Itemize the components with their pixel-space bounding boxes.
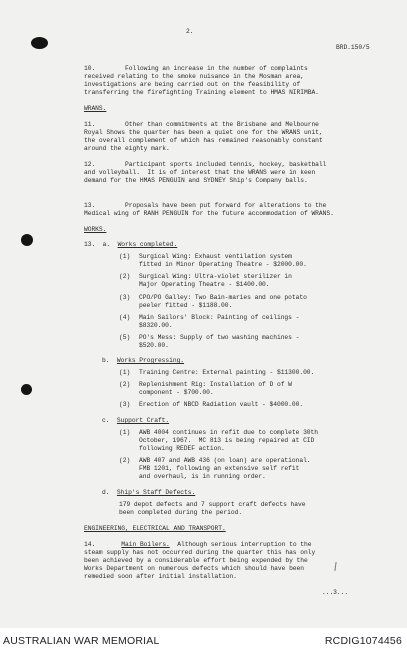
text-line: 12. Participant sports included tennis, hockey, basketball [84,161,327,168]
text-line: Works Department on numerous defects which should have been [84,565,304,572]
item-number: (5) [119,334,131,341]
item-number: (2) [119,273,131,280]
text-line: been achieved by a considerable effort being expended by the [84,557,308,564]
page-number: 2. [186,28,194,35]
item-number: (1) [119,253,131,260]
section-d-heading [102,489,195,496]
item-text: $8320.00. [139,322,173,329]
item-text: $520.00. [139,342,169,349]
para-14-title: Main Boilers. [121,541,170,548]
item-text: following REDEF action. [139,445,225,452]
punch-hole-top [31,37,48,49]
text-line: demand for the HMAS PENGUIN and SYDNEY Ship's Company balls. [84,177,308,184]
item-number: (1) [119,429,131,436]
item-text: Surgical Wing: Exhaust ventilation system [139,253,292,260]
item-text: AWB 407 and AWB 436 (on loan) are operational. [139,457,311,464]
punch-hole-middle [21,234,33,246]
item-text: Replenishment Rig: Installation of D of W [139,381,292,388]
text-line: been completed during the period. [119,509,243,516]
item-text: peeler fitted - $1188.00. [139,302,233,309]
para-14-first-line: Although serious interruption to the [169,541,312,548]
section-b-letter: b. [102,357,117,364]
section-b-title: Works Progressing. [116,357,185,364]
item-number: (2) [119,457,131,464]
file-reference: BRD.150/5 [336,44,370,51]
text-line: steam supply has not occurred during the quarter this has only [84,549,316,556]
archive-footer [0,630,407,653]
item-text: FMB 1201, following an extensive self refit [139,465,300,472]
text-line: 10. Following an increase in the number of complaints [84,65,308,72]
section-d-letter: d. [102,489,117,496]
item-text: Erection of NBCD Radiation vault - $4000.00. [139,401,304,408]
section-c-title: Support Craft. [116,417,170,424]
text-line: remedied soon after initial installation. [84,573,237,580]
heading-engineering: ENGINEERING, ELECTRICAL AND TRANSPORT. [84,525,226,532]
archive-name: AUSTRALIAN WAR MEMORIAL [3,635,160,647]
section-d-title: Ship's Staff Defects. [116,489,196,496]
text-line: transferring the firefighting Training element to HMAS NIRIMBA. [84,89,319,96]
item-number: (1) [119,369,131,376]
item-text: AWB 4004 continues in refit due to complete 30th [139,429,318,436]
text-line [84,541,311,548]
item-number: (3) [119,401,131,408]
item-text: Major Operating Theatre - $1400.00. [139,281,270,288]
text-line: 13. Proposals have been put forward for alterations to the [84,202,327,209]
text-line: investigations are being carried out on the feasibility of [84,81,301,88]
continuation-marker: ...3... [322,589,349,596]
heading-wrans: WRANS. [84,105,107,112]
text-line: 179 depot defects and 7 support craft defects have [119,501,306,508]
item-text: October, 1967. MC 813 is being repaired at CID [139,437,315,444]
item-text: PO's Mess: Supply of two washing machines - [139,334,300,341]
record-id: RCDIG1074456 [324,635,402,647]
section-a-title: Works completed. [117,241,178,248]
item-text: and overhaul, is in running order. [139,473,266,480]
item-text: Surgical Wing: Ultra-violet sterilizer in [139,273,292,280]
section-c-heading [102,417,169,424]
section-b-heading [102,357,184,364]
section-c-letter: c. [102,417,117,424]
item-text: Training Centre: External painting - $11300.00. [139,369,315,376]
item-text: Main Sailors' Block: Painting of ceilings - [139,314,300,321]
text-line: Medical wing of RANH PENGUIN for the future accommodation of WRANS. [84,210,334,217]
item-text: CPO/PO Galley: Two Bain-maries and one potato [139,294,307,301]
heading-works: WORKS. [84,226,107,233]
text-line: the overall complement of which has remained reasonably constant [84,137,323,144]
text-line: Royal Shows the quarter has been a quiet one for the WRANS unit, [84,129,323,136]
section-a-number: 13. a. [84,241,118,248]
section-a-heading [84,241,177,248]
item-number: (2) [119,381,131,388]
item-text: fitted in Minor Operating Theatre - $2000.00. [139,261,307,268]
text-line: around the eighty mark. [84,145,170,152]
item-number: (4) [119,314,131,321]
text-line: received relating to the smoke nuisance in the Mosman area, [84,73,304,80]
item-number: (3) [119,294,131,301]
item-text: component - $700.00. [139,389,214,396]
text-line: 11. Other than commitments at the Brisbane and Melbourne [84,121,319,128]
margin-pen-mark [334,562,336,571]
punch-hole-bottom [21,384,32,395]
text-line: and volleyball. It is of interest that the WRANS were in keen [84,169,316,176]
para-14-number: 14. [84,541,122,548]
